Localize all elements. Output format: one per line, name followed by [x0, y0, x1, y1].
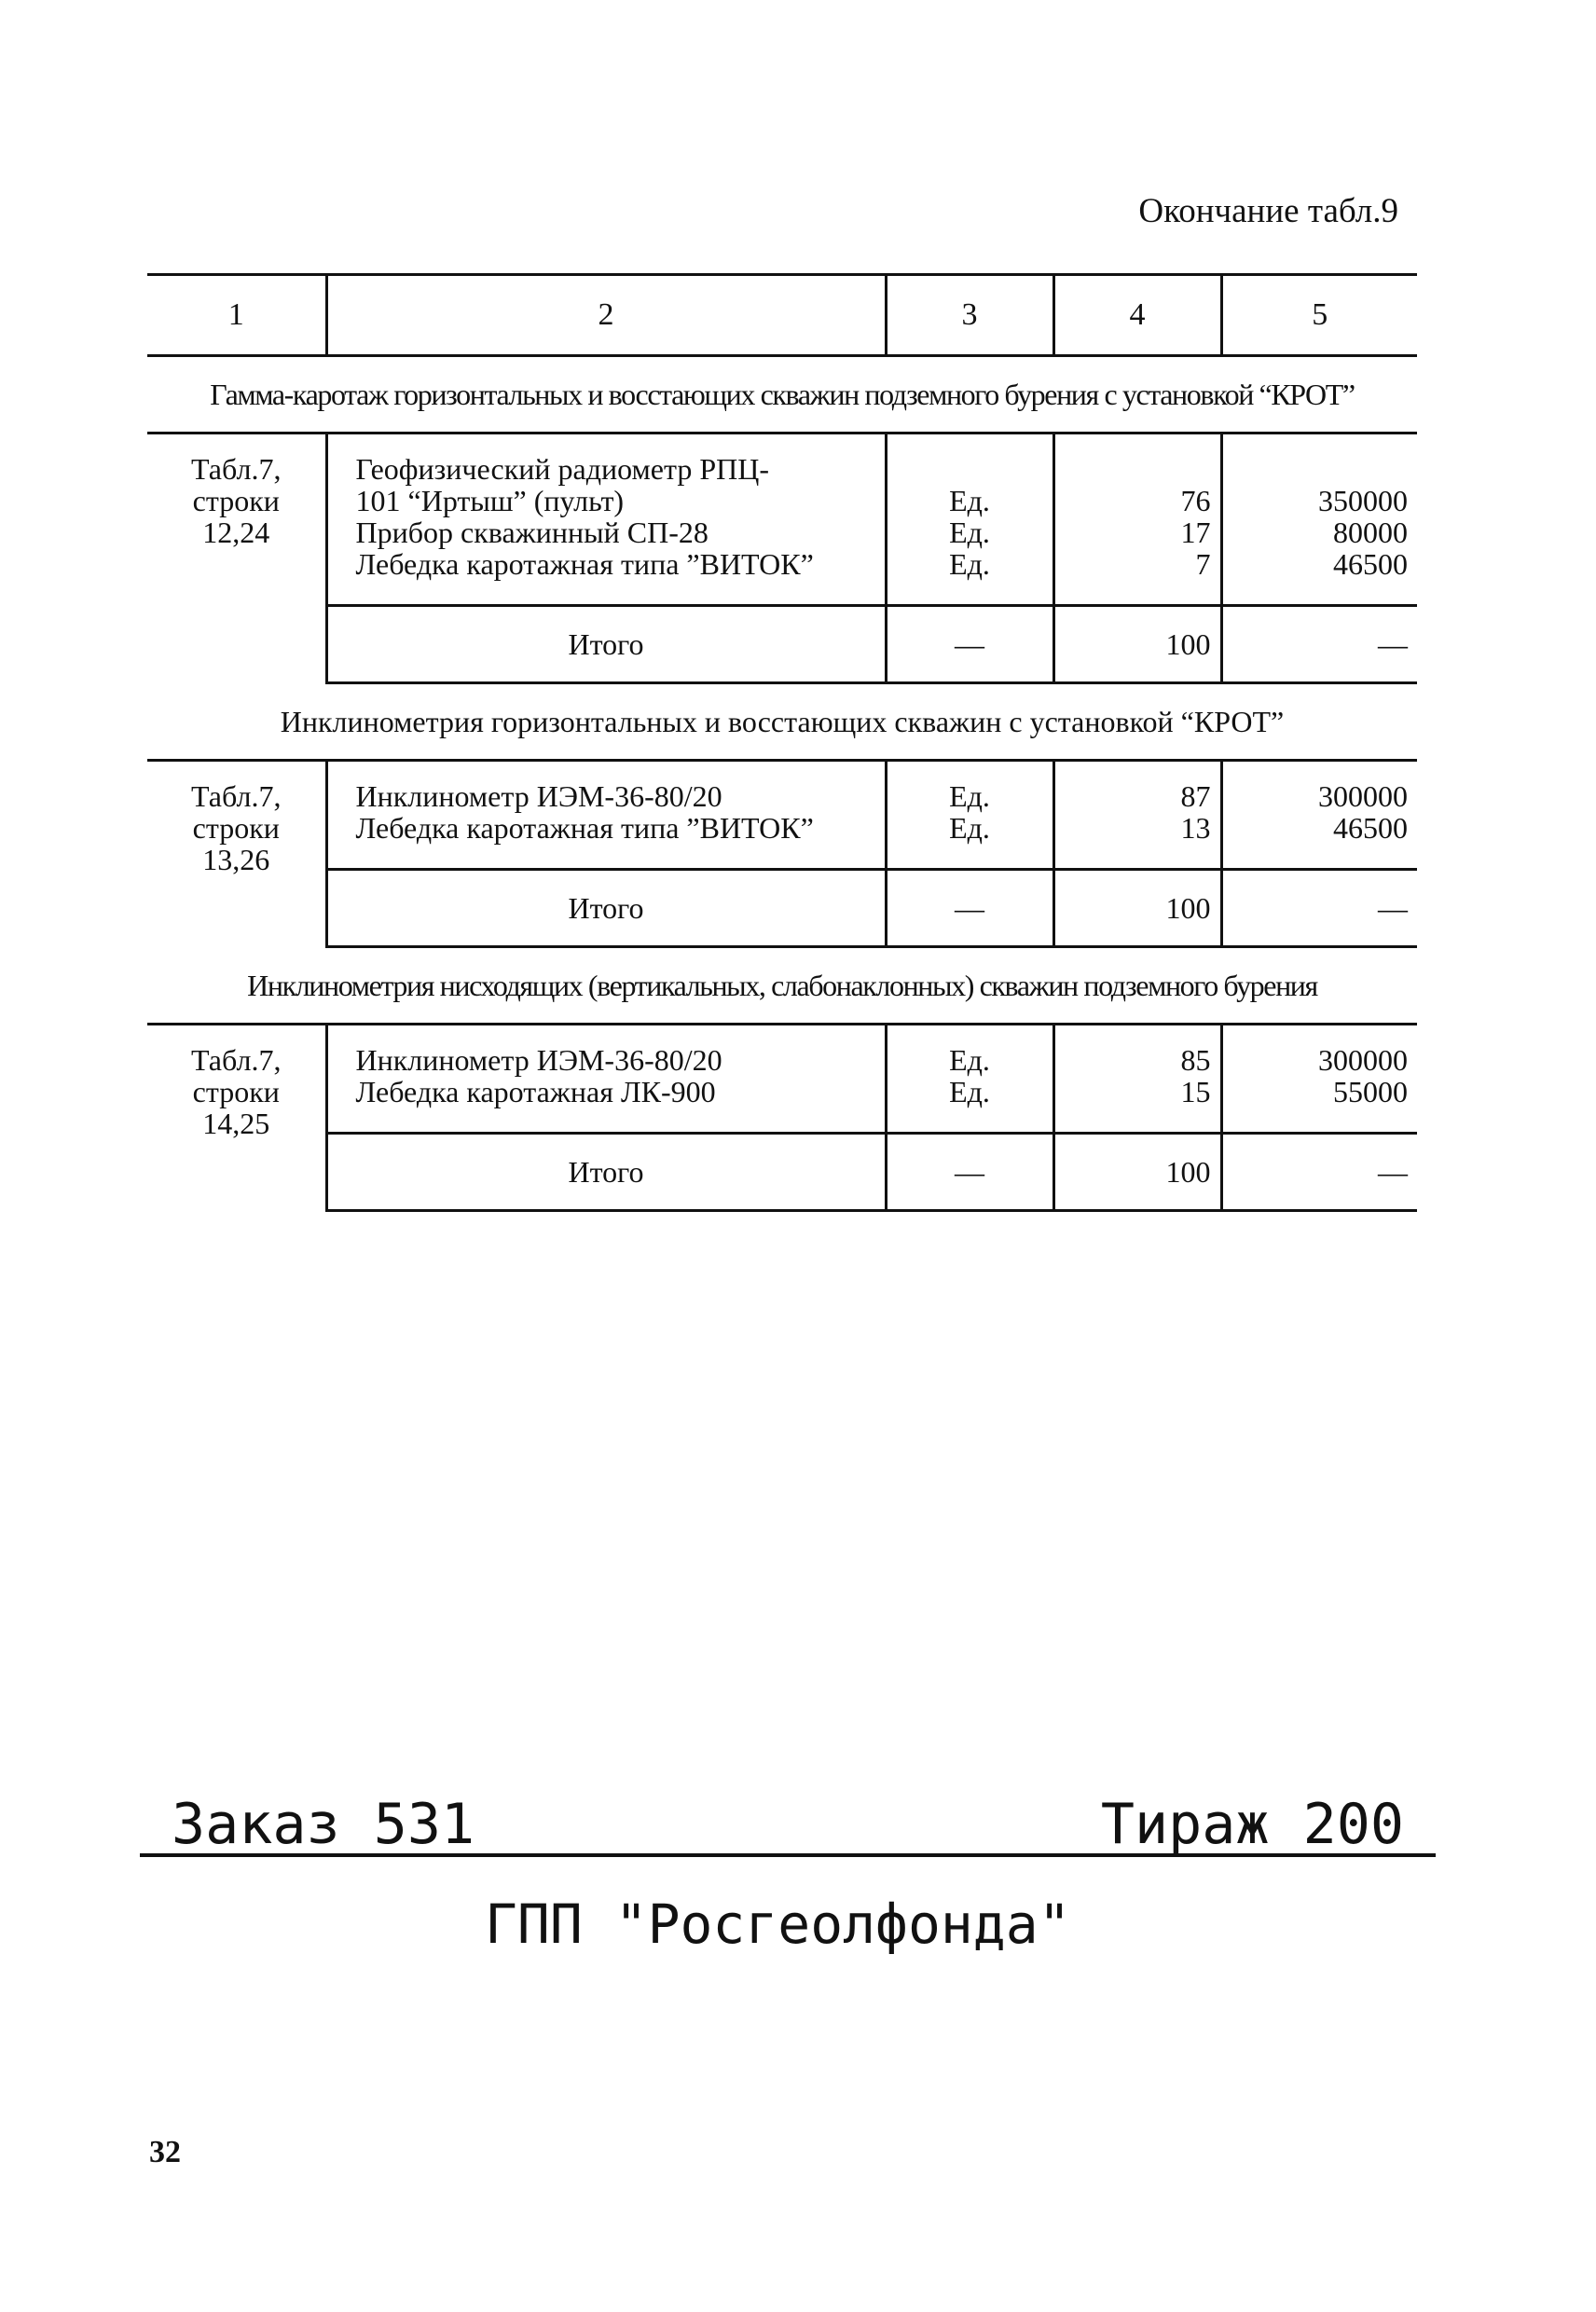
equipment-line: Лебедка каротажная типа ”ВИТОК”	[355, 811, 814, 845]
quantity-value	[1055, 453, 1211, 485]
total-label: Итого	[326, 870, 886, 947]
table-reference	[147, 1025, 326, 1211]
unit-value: Ед.	[949, 811, 990, 845]
total-unit: —	[886, 606, 1053, 683]
quantity-column	[1053, 434, 1221, 606]
price-column	[1221, 761, 1417, 870]
price-value: 46500	[1333, 547, 1408, 581]
equipment-line: Лебедка каротажная ЛК-900	[355, 1075, 716, 1108]
table-row	[147, 434, 1417, 606]
price-value: 46500	[1333, 811, 1408, 845]
table-row	[147, 761, 1417, 870]
total-price: —	[1221, 1134, 1417, 1211]
equipment-line: 101 “Иртыш” (пульт)	[355, 484, 625, 517]
unit-value: Ед.	[949, 547, 990, 581]
unit-value: Ед.	[949, 1043, 990, 1077]
imprint-line	[140, 1790, 1436, 1857]
total-price: —	[1221, 870, 1417, 947]
table-row	[147, 1025, 1417, 1134]
table-reference	[147, 434, 326, 683]
price-column	[1221, 434, 1417, 606]
page-number: 32	[149, 2135, 181, 2169]
price-column	[1221, 1025, 1417, 1134]
unit-value	[887, 453, 1053, 485]
total-label: Итого	[326, 606, 886, 683]
column-number: 4	[1053, 275, 1221, 356]
total-label: Итого	[326, 1134, 886, 1211]
quantity-value: 87	[1180, 779, 1211, 813]
reference-line: 12,24	[202, 516, 270, 549]
print-run: Тираж 200	[1100, 1792, 1404, 1857]
publisher: ГПП "Росгеолфонда"	[485, 1892, 1071, 1956]
section-title-row	[147, 683, 1417, 761]
table-caption: Окончание табл.9	[1138, 192, 1398, 230]
equipment-line: Геофизический радиометр РПЦ-	[355, 452, 769, 486]
equipment-names	[326, 761, 886, 870]
price-value: 55000	[1333, 1075, 1408, 1108]
price-value: 350000	[1318, 484, 1408, 517]
section-title: Инклинометрия горизонтальных и восстающих скважин с установкой “КРОТ”	[147, 683, 1417, 761]
unit-column	[886, 761, 1053, 870]
quantity-column	[1053, 1025, 1221, 1134]
table-reference	[147, 761, 326, 947]
reference-line: строки	[192, 1075, 280, 1108]
total-price: —	[1221, 606, 1417, 683]
unit-value: Ед.	[949, 779, 990, 813]
reference-line: 13,26	[202, 843, 270, 876]
column-number: 3	[886, 275, 1053, 356]
reference-line: Табл.7,	[191, 452, 282, 486]
quantity-column	[1053, 761, 1221, 870]
order-number: Заказ 531	[172, 1792, 475, 1857]
reference-line: 14,25	[202, 1107, 270, 1140]
quantity-value: 85	[1180, 1043, 1211, 1077]
total-row	[147, 870, 1417, 947]
column-number: 5	[1221, 275, 1417, 356]
quantity-value: 17	[1180, 516, 1211, 549]
equipment-line: Инклинометр ИЭМ-36-80/20	[355, 779, 722, 813]
total-unit: —	[886, 1134, 1053, 1211]
unit-value: Ед.	[949, 1075, 990, 1108]
section-title: Гамма-каротаж горизонтальных и восстающих скважин подземного бурения с установкой “КРОТ”	[147, 356, 1417, 434]
total-quantity: 100	[1053, 1134, 1221, 1211]
unit-value: Ед.	[949, 484, 990, 517]
price-value: 80000	[1333, 516, 1408, 549]
quantity-value: 76	[1180, 484, 1211, 517]
reference-line: строки	[192, 484, 280, 517]
equipment-names	[326, 434, 886, 606]
quantity-value: 7	[1195, 547, 1211, 581]
total-unit: —	[886, 870, 1053, 947]
price-value: 300000	[1318, 1043, 1408, 1077]
equipment-line: Прибор скважинный СП-28	[355, 516, 709, 549]
quantity-value: 15	[1180, 1075, 1211, 1108]
equipment-names	[326, 1025, 886, 1134]
total-quantity: 100	[1053, 606, 1221, 683]
column-number-row	[147, 275, 1417, 356]
unit-value: Ед.	[949, 516, 990, 549]
total-quantity: 100	[1053, 870, 1221, 947]
price-value: 300000	[1318, 779, 1408, 813]
equipment-line: Лебедка каротажная типа ”ВИТОК”	[355, 547, 814, 581]
total-row	[147, 606, 1417, 683]
reference-line: Табл.7,	[191, 779, 282, 813]
reference-line: строки	[192, 811, 280, 845]
column-number: 1	[147, 275, 326, 356]
unit-column	[886, 434, 1053, 606]
section-title-row	[147, 947, 1417, 1025]
quantity-value: 13	[1180, 811, 1211, 845]
section-title: Инклинометрия нисходящих (вертикальных, слабонаклонных) скважин подземного бурения	[147, 947, 1417, 1025]
reference-line: Табл.7,	[191, 1043, 282, 1077]
section-title-row	[147, 356, 1417, 434]
column-number: 2	[326, 275, 886, 356]
equipment-line: Инклинометр ИЭМ-36-80/20	[355, 1043, 722, 1077]
equipment-table	[147, 273, 1417, 1212]
unit-column	[886, 1025, 1053, 1134]
total-row	[147, 1134, 1417, 1211]
price-value	[1223, 453, 1409, 485]
